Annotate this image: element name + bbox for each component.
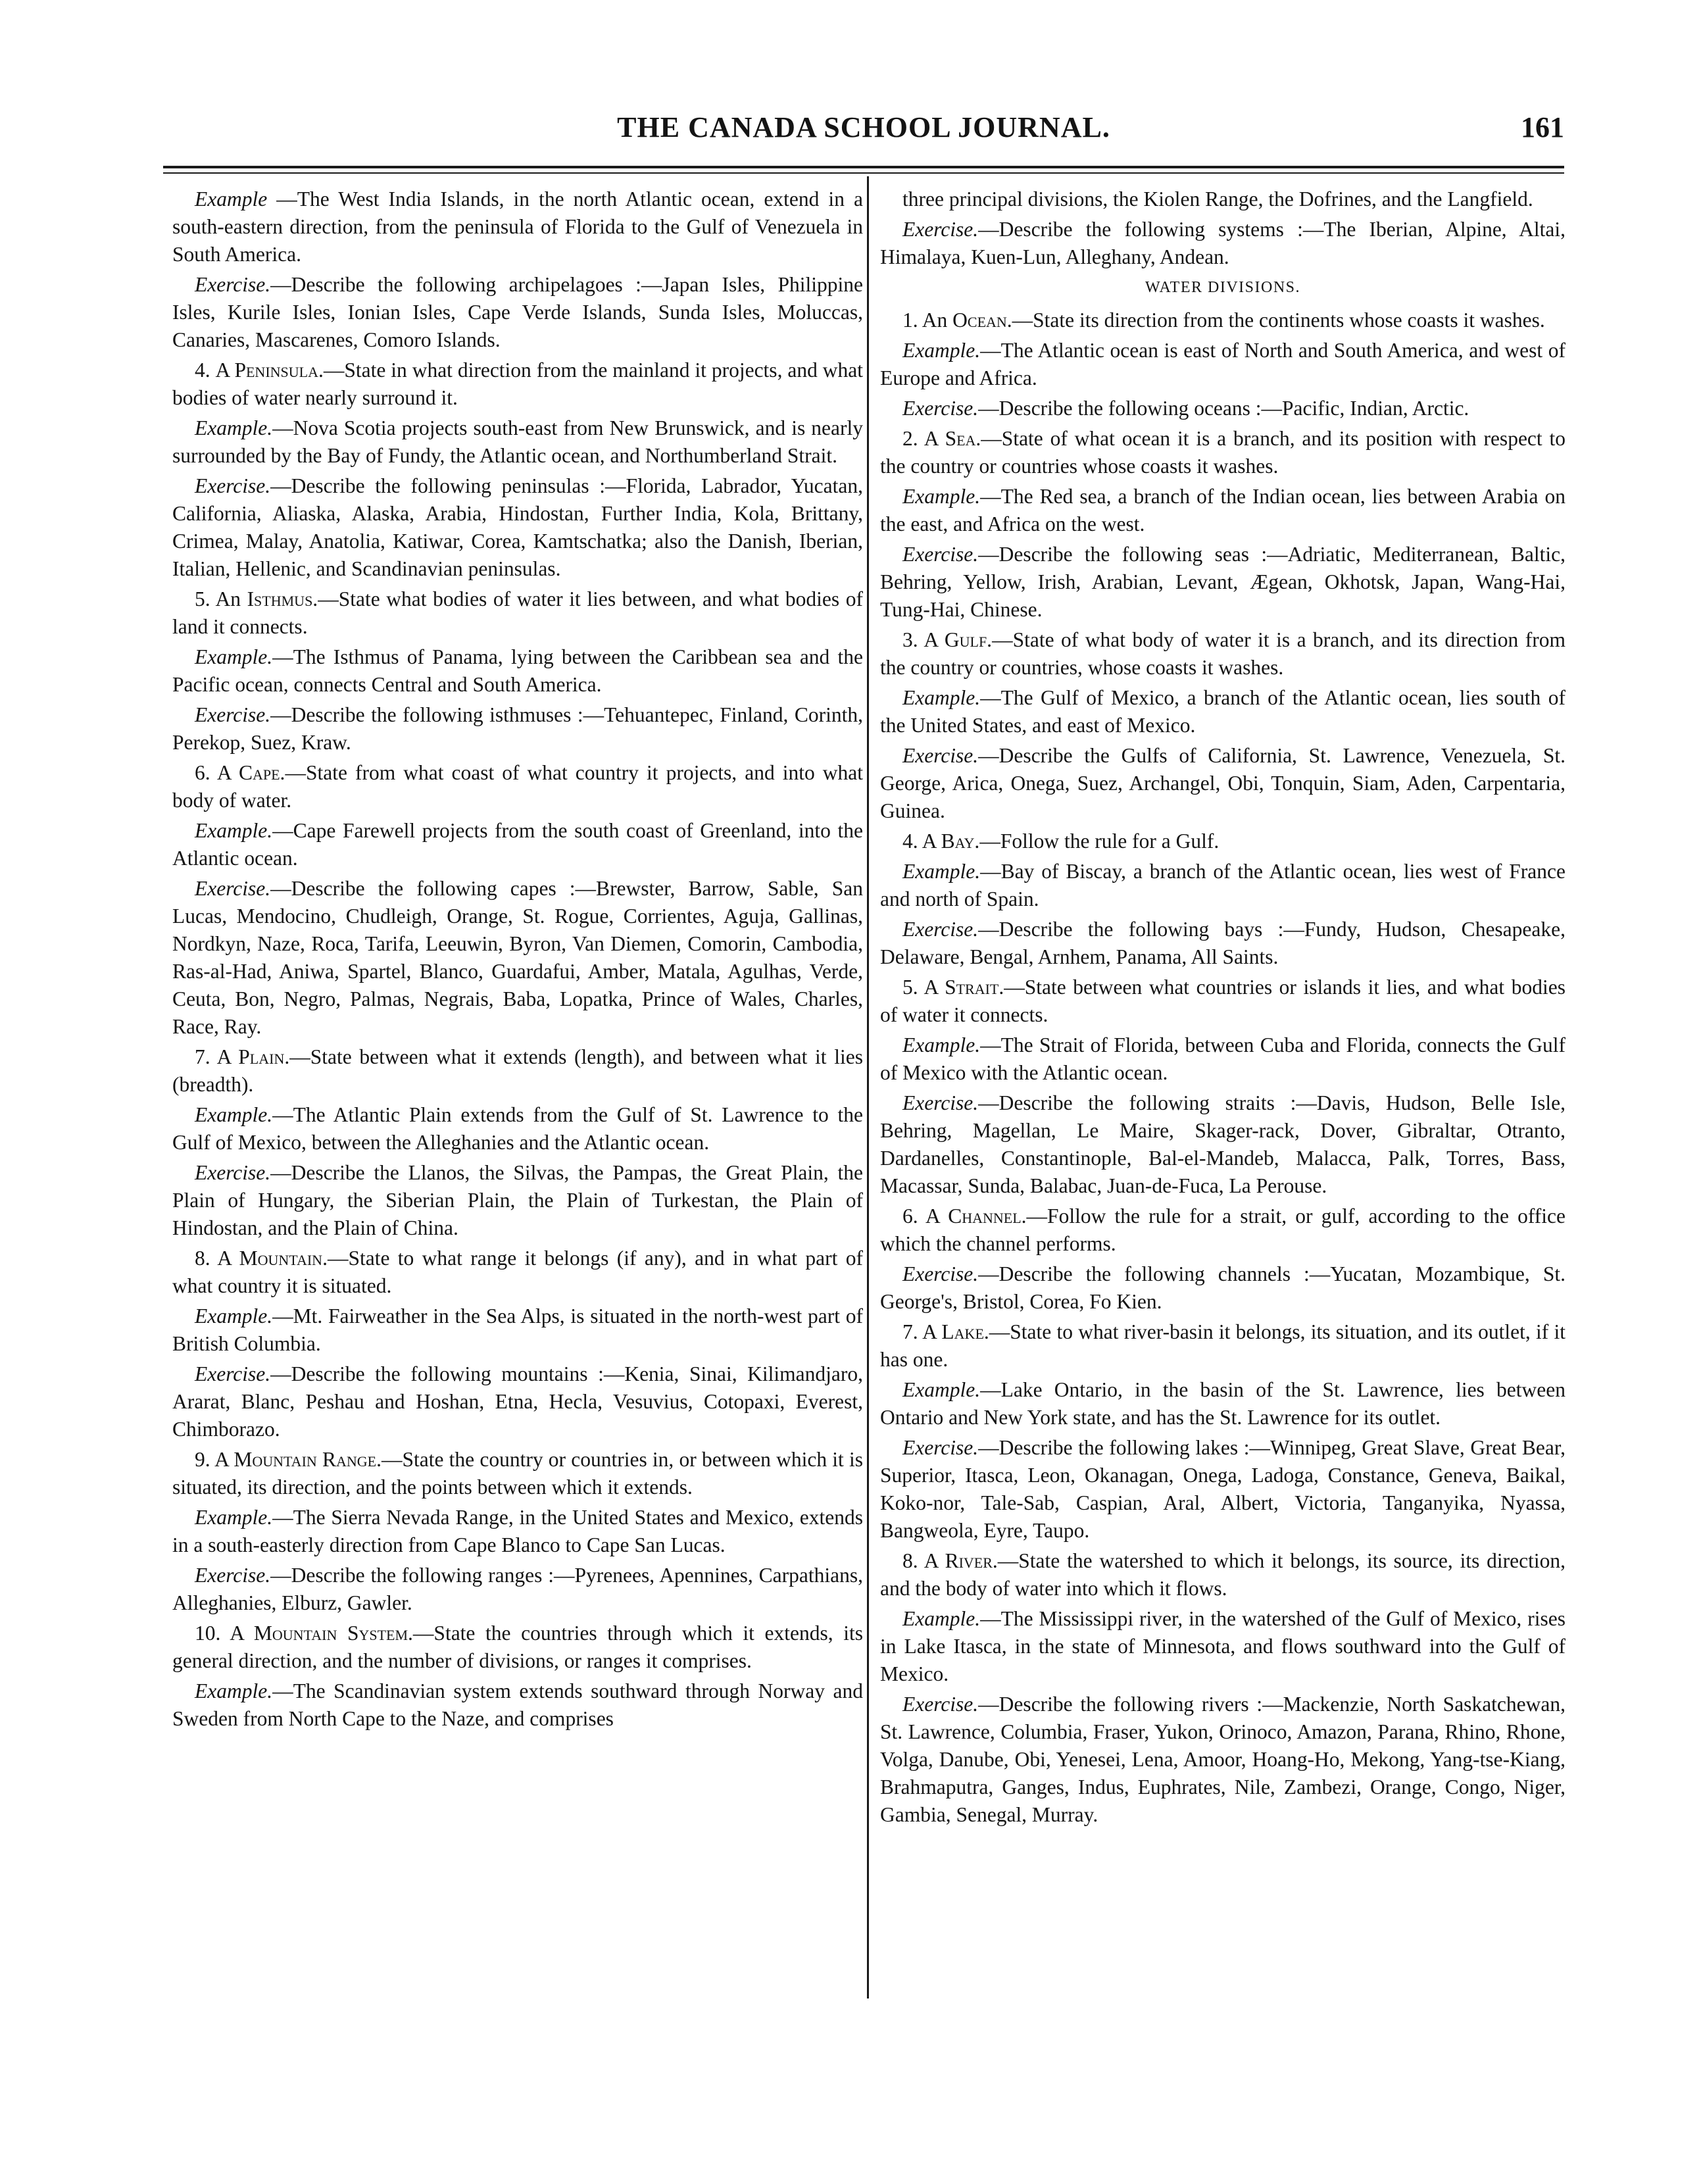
paragraph-heading: Sea.	[945, 427, 981, 450]
paragraph	[172, 472, 863, 583]
paragraph-label: Exercise.	[902, 744, 979, 767]
paragraph-label: Example.	[902, 1033, 981, 1056]
paragraph-text: —State between what it extends (length), and between what it lies (breadth).	[172, 1045, 863, 1096]
paragraph	[172, 701, 863, 757]
paragraph-label: Example.	[195, 1679, 273, 1702]
paragraph-label: Exercise.	[902, 397, 979, 420]
paragraph	[880, 541, 1565, 624]
paragraph-text: —The Isthmus of Panama, lying between the Caribbean sea and the Pacific ocean, connects Central and South America.	[172, 645, 863, 696]
numbered-paragraph	[880, 1318, 1565, 1374]
paragraph	[880, 1089, 1565, 1200]
paragraph-text: —Describe the following systems :—The Iberian, Alpine, Altai, Himalaya, Kuen-Lun, Alleghany, Andean.	[880, 218, 1565, 268]
paragraph-text: —State what bodies of water it lies between, and what bodies of land it connects.	[172, 587, 863, 638]
numbered-paragraph	[880, 425, 1565, 480]
paragraph-text: —Describe the following lakes :—Winnipeg, Great Slave, Great Bear, Superior, Itasca, Leon, Okanagan, Onega, Ladoga, Constance, Geneva, Baikal, Koko-nor, Tale-Sab, Caspian, Aral, Albert, Victoria, Tanganyika, Nyassa, Bangweola, Eyre, Taupo.	[880, 1436, 1565, 1542]
paragraph-label: Example.	[902, 339, 981, 362]
paragraph	[172, 414, 863, 470]
numbered-paragraph	[172, 1043, 863, 1099]
paragraph-text: —Follow the rule for a strait, or gulf, according to the office which the channel performs.	[880, 1204, 1565, 1255]
paragraph-heading: Mountain.	[239, 1247, 328, 1270]
paragraph-number: 9. A	[195, 1448, 234, 1471]
journal-title: THE CANADA SCHOOL JOURNAL.	[617, 111, 1110, 143]
numbered-paragraph	[880, 828, 1565, 855]
paragraph-text: —State in what direction from the mainland it projects, and what bodies of water nearly surround it.	[172, 359, 863, 409]
paragraph-heading: Bay.	[941, 830, 980, 853]
continued-paragraph: three principal divisions, the Kiolen Range, the Dofrines, and the Langfield.	[902, 187, 1533, 211]
numbered-paragraph	[172, 1446, 863, 1501]
paragraph	[880, 684, 1565, 739]
numbered-paragraph	[172, 1245, 863, 1300]
paragraph-label: Example.	[902, 485, 981, 508]
paragraph-label: Exercise.	[902, 1693, 979, 1716]
paragraph	[880, 1691, 1565, 1829]
paragraph-text: —The Strait of Florida, between Cuba and Florida, connects the Gulf of Mexico with the Atlantic ocean.	[880, 1033, 1565, 1084]
paragraph	[172, 1562, 863, 1617]
paragraph-number: 8. A	[195, 1247, 239, 1270]
paragraph-text: —Describe the following peninsulas :—Florida, Labrador, Yucatan, California, Aliaska, Alaska, Arabia, Hindostan, Further India, Kola, Brittany, Crimea, Malay, Anatolia, Katiwar, Corea, Kamtschatka; also the Danish, Iberian, Italian, Hellenic, and Scandinavian peninsulas.	[172, 474, 863, 580]
paragraph-text: —Describe the following mountains :—Kenia, Sinai, Kilimandjaro, Ararat, Blanc, Peshau and Hoshan, Etna, Hecla, Vesuvius, Cotopaxi, Everest, Chimborazo.	[172, 1362, 863, 1441]
paragraph-text: —Describe the following rivers :—Mackenzie, North Saskatchewan, St. Lawrence, Columbia, Fraser, Yukon, Orinoco, Amazon, Parana, Rhino, Rhone, Volga, Danube, Obi, Yenesei, Lena, Amoor, Hoang-Ho, Mekong, Yang-tse-Kiang, Brahmaputra, Ganges, Indus, Euphrates, Nile, Zambezi, Orange, Congo, Niger, Gambia, Senegal, Murray.	[880, 1693, 1565, 1826]
paragraph-label: Exercise.	[195, 877, 271, 900]
paragraph	[880, 1031, 1565, 1087]
paragraph-number: 7. A	[195, 1045, 239, 1068]
right-paragraph-list	[880, 307, 1565, 1829]
paragraph-text: —Describe the following isthmuses :—Tehuantepec, Finland, Corinth, Perekop, Suez, Kraw.	[172, 703, 863, 754]
paragraph-label: Exercise.	[195, 1161, 271, 1184]
paragraph-text: —Describe the Gulfs of California, St. Lawrence, Venezuela, St. George, Arica, Onega, Suez, Archangel, Obi, Tonquin, Siam, Aden, Carpentaria, Guinea.	[880, 744, 1565, 822]
paragraph-number: 1. An	[902, 309, 953, 332]
paragraph-text: —Describe the following capes :—Brewster, Barrow, Sable, San Lucas, Mendocino, Chudleigh, Orange, St. Rogue, Corrientes, Aguja, Gallinas, Nordkyn, Naze, Roca, Tarifa, Leeuwin, Byron, Van Diemen, Comorin, Cambodia, Ras-al-Had, Aniwa, Spartel, Blanco, Guardafui, Amber, Matala, Agulhas, Verde, Ceuta, Bon, Negro, Palmas, Negrais, Baba, Lopatka, Prince of Wales, Charles, Race, Ray.	[172, 877, 863, 1038]
paragraph-label: Exercise.	[195, 474, 271, 497]
numbered-paragraph	[172, 1620, 863, 1675]
paragraph-text: —Describe the following archipelagoes :—Japan Isles, Philippine Isles, Kurile Isles, Ionian Isles, Cape Verde Islands, Sunda Isles, Moluccas, Canaries, Mascarenes, Comoro Islands.	[172, 273, 863, 351]
paragraph-heading: Channel.	[948, 1204, 1027, 1228]
paragraph-label: Example.	[902, 1378, 981, 1401]
numbered-paragraph	[880, 626, 1565, 682]
numbered-paragraph	[880, 1203, 1565, 1258]
paragraph	[880, 1434, 1565, 1545]
paragraph-text: —Describe the following bays :—Fundy, Hudson, Chesapeake, Delaware, Bengal, Arnhem, Panama, All Saints.	[880, 918, 1565, 968]
paragraph	[880, 858, 1565, 913]
paragraph-label: Exercise.	[902, 918, 979, 941]
paragraph-text: —The Atlantic Plain extends from the Gulf of St. Lawrence to the Gulf of Mexico, between the Alleghanies and the Atlantic ocean.	[172, 1103, 863, 1154]
paragraph-text: —State to what river-basin it belongs, its situation, and its outlet, if it has one.	[880, 1320, 1565, 1371]
paragraph-label: Exercise.	[902, 218, 979, 241]
left-column	[172, 186, 863, 1735]
paragraph-label: Exercise.	[195, 703, 271, 726]
paragraph	[172, 643, 863, 699]
paragraph-label: Example.	[902, 1607, 981, 1630]
paragraph	[172, 1303, 863, 1358]
paragraph-text: —Describe the following seas :—Adriatic, Mediterranean, Baltic, Behring, Yellow, Irish, Arabian, Levant, Ægean, Okhotsk, Japan, Wang-Hai, Tung-Hai, Chinese.	[880, 543, 1565, 621]
paragraph-number: 7. A	[902, 1320, 942, 1343]
paragraph-heading: Plain.	[238, 1045, 290, 1068]
paragraph	[172, 1360, 863, 1443]
paragraph	[880, 483, 1565, 538]
paragraph-number: 6. A	[195, 761, 239, 784]
paragraph-text: —Bay of Biscay, a branch of the Atlantic ocean, lies west of France and north of Spain.	[880, 860, 1565, 910]
paragraph-label: Exercise.	[195, 1362, 271, 1385]
paragraph-heading: Mountain Range.	[234, 1448, 382, 1471]
paragraph	[880, 395, 1565, 422]
paragraph-heading: A Peninsula.	[215, 359, 324, 382]
paragraph	[172, 817, 863, 872]
header-rule-thick	[163, 166, 1564, 168]
paragraph-text: —Describe the following channels :—Yucatan, Mozambique, St. George's, Bristol, Corea, Fo Kien.	[880, 1262, 1565, 1313]
paragraph-text: —Describe the following ranges :—Pyrenees, Apennines, Carpathians, Alleghanies, Elburz, Gawler.	[172, 1564, 863, 1614]
paragraph	[880, 742, 1565, 825]
paragraph-text: —The Scandinavian system extends southward through Norway and Sweden from North Cape to the Naze, and comprises	[172, 1679, 863, 1730]
paragraph-text: —The Gulf of Mexico, a branch of the Atlantic ocean, lies south of the United States, and east of Mexico.	[880, 686, 1565, 737]
paragraph-text: —State to what range it belongs (if any), and in what part of what country it is situated.	[172, 1247, 863, 1297]
paragraph-text: —Describe the following straits :—Davis, Hudson, Belle Isle, Behring, Magellan, Le Maire, Skager-rack, Dover, Gibraltar, Otranto, Dardanelles, Constantinople, Bal-el-Mandeb, Malacca, Palk, Torres, Bass, Macassar, Sunda, Balabac, Juan-de-Fuca, La Perouse.	[880, 1091, 1565, 1197]
page-number: 161	[1521, 111, 1564, 143]
paragraph-number: 4.	[195, 359, 216, 382]
paragraph-text: —State the countries through which it extends, its general direction, and the number of divisions, or ranges it comprises.	[172, 1622, 863, 1672]
paragraph	[172, 1504, 863, 1559]
numbered-paragraph	[880, 974, 1565, 1029]
paragraph-label: Exercise.	[902, 1091, 979, 1114]
paragraph	[172, 1677, 863, 1733]
paragraph-number: 3. A	[902, 628, 945, 651]
paragraph	[172, 186, 863, 268]
paragraph-number: 2. A	[902, 427, 945, 450]
paragraph-text: —State the watershed to which it belongs, its source, its direction, and the body of water into which it flows.	[880, 1549, 1565, 1600]
paragraph-heading: Mountain System.	[253, 1622, 413, 1645]
paragraph-text: —The Red sea, a branch of the Indian ocean, lies between Arabia on the east, and Africa on the west.	[880, 485, 1565, 535]
paragraph-label: Example.	[195, 416, 273, 439]
paragraph-heading: Ocean.	[952, 309, 1012, 332]
paragraph	[172, 1159, 863, 1242]
paragraph-label: Exercise.	[902, 1436, 979, 1459]
paragraph-label: Exercise.	[902, 543, 979, 566]
paragraph-text: —State of what ocean it is a branch, and its position with respect to the country or countries whose coasts it washes.	[880, 427, 1565, 478]
paragraph	[880, 1376, 1565, 1431]
paragraph	[880, 1260, 1565, 1316]
paragraph-label: Example.	[195, 1103, 273, 1126]
paragraph-text: —State its direction from the continents whose coasts it washes.	[1012, 309, 1545, 332]
paragraph-number: 10. A	[195, 1622, 254, 1645]
paragraph-label: Example.	[902, 686, 981, 709]
paragraph-text: —Lake Ontario, in the basin of the St. Lawrence, lies between Ontario and New York state, and has the St. Lawrence for its outlet.	[880, 1378, 1565, 1429]
paragraph-label: Example	[195, 187, 268, 211]
numbered-paragraph	[172, 759, 863, 814]
paragraph-text: —State the country or countries in, or between which it is situated, its direction, and the points between which it extends.	[172, 1448, 864, 1499]
column-divider	[867, 176, 869, 1998]
paragraph-label: Example.	[195, 1304, 273, 1328]
paragraph-label: Exercise.	[195, 273, 271, 296]
paragraph	[880, 916, 1565, 971]
paragraph-text: —Describe the Llanos, the Silvas, the Pampas, the Great Plain, the Plain of Hungary, the Siberian Plain, the Plain of Turkestan, the Plain of Hindostan, and the Plain of China.	[172, 1161, 863, 1239]
numbered-paragraph	[880, 1547, 1565, 1602]
page-header	[163, 111, 1564, 150]
paragraph-heading: Strait.	[945, 976, 1004, 999]
paragraph-label: Example.	[195, 1506, 273, 1529]
paragraph	[880, 1605, 1565, 1688]
paragraph-label: Example.	[195, 819, 273, 842]
paragraph-label: Example.	[195, 645, 273, 668]
numbered-paragraph	[172, 585, 863, 641]
paragraph-text: —State between what countries or islands it lies, and what bodies of water it connects.	[880, 976, 1565, 1026]
paragraph-text: —Follow the rule for a Gulf.	[979, 830, 1220, 853]
exercise-paragraph	[880, 216, 1565, 271]
paragraph-number: 5. A	[902, 976, 945, 999]
paragraph-heading: Isthmus.	[247, 587, 318, 610]
paragraph-text: —Describe the following oceans :—Pacific, Indian, Arctic.	[978, 397, 1469, 420]
paragraph-text: —Mt. Fairweather in the Sea Alps, is situated in the north-west part of British Columbia.	[172, 1304, 863, 1355]
paragraph-text: —The Sierra Nevada Range, in the United States and Mexico, extends in a south-easterly direction from Cape Blanco to Cape San Lucas.	[172, 1506, 863, 1556]
paragraph-text: —The West India Islands, in the north Atlantic ocean, extend in a south-eastern direction, from the peninsula of Florida to the Gulf of Venezuela in South America.	[172, 187, 863, 266]
paragraph-number: 5. An	[195, 587, 247, 610]
paragraph-label: Exercise.	[195, 1564, 271, 1587]
paragraph-heading: River.	[945, 1549, 998, 1572]
paragraph-text: —The Mississippi river, in the watershed of the Gulf of Mexico, rises in Lake Itasca, in the state of Minnesota, and flows southward into the Gulf of Mexico.	[880, 1607, 1565, 1685]
paragraph	[880, 337, 1565, 392]
paragraph-label: Example.	[902, 860, 981, 883]
paragraph-label: Exercise.	[902, 1262, 979, 1285]
section-heading-water-divisions: WATER DIVISIONS.	[1145, 279, 1300, 296]
right-column	[880, 186, 1565, 1831]
paragraph-number: 6. A	[902, 1204, 949, 1228]
paragraph-heading: Lake.	[941, 1320, 989, 1343]
paragraph-text: —State from what coast of what country it projects, and into what body of water.	[172, 761, 864, 812]
paragraph-text: —State of what body of water it is a branch, and its direction from the country or countries, whose coasts it washes.	[880, 628, 1565, 679]
paragraph-text: —Nova Scotia projects south-east from New Brunswick, and is nearly surrounded by the Bay of Fundy, the Atlantic ocean, and Northumberland Strait.	[172, 416, 863, 467]
paragraph-text: —The Atlantic ocean is east of North and South America, and west of Europe and Africa.	[880, 339, 1565, 389]
numbered-paragraph	[880, 307, 1565, 334]
header-rule-thin	[163, 172, 1564, 174]
paragraph-heading: Cape.	[238, 761, 285, 784]
paragraph-number: 8. A	[902, 1549, 945, 1572]
paragraph	[172, 1101, 863, 1156]
paragraph-number: 4. A	[902, 830, 941, 853]
paragraph	[172, 271, 863, 354]
paragraph	[172, 875, 863, 1041]
paragraph-text: —Cape Farewell projects from the south coast of Greenland, into the Atlantic ocean.	[172, 819, 863, 870]
numbered-paragraph	[172, 357, 863, 412]
paragraph-heading: Gulf.	[944, 628, 993, 651]
